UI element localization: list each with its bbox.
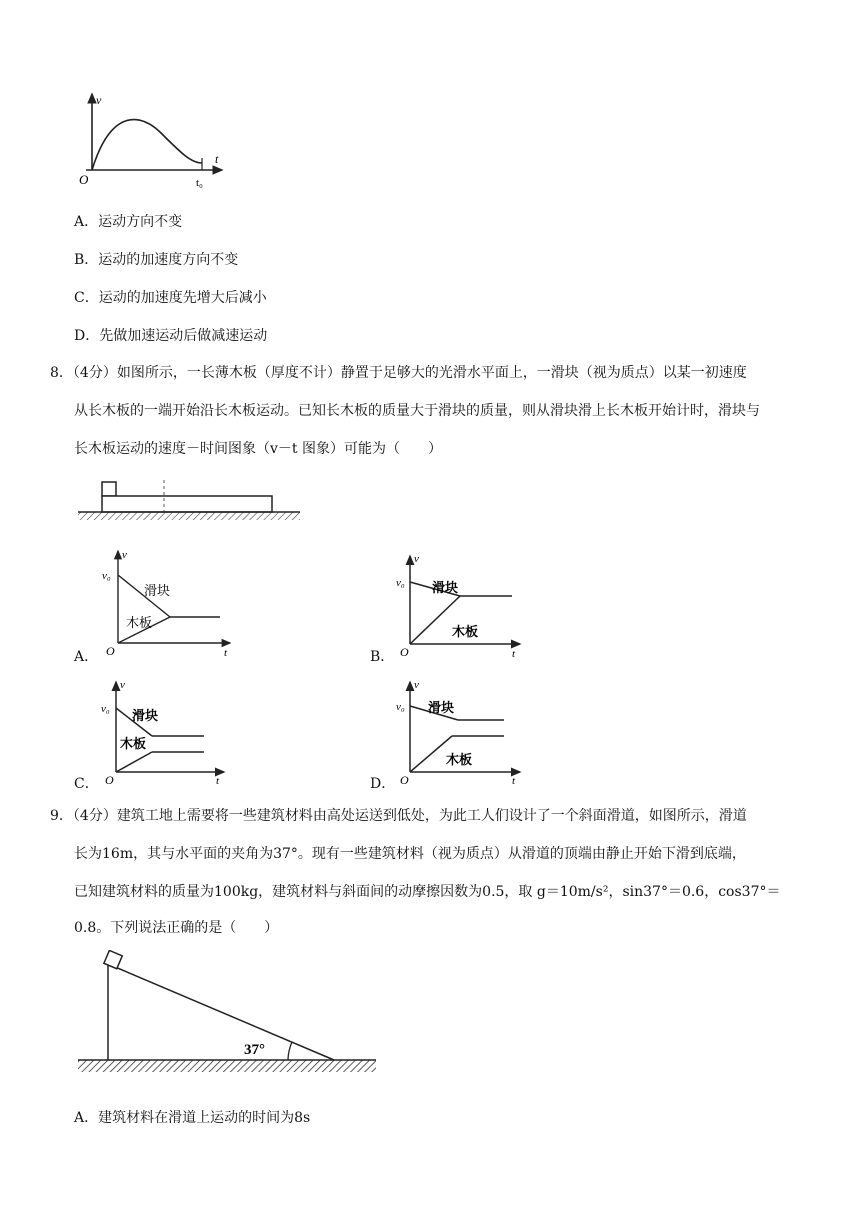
graph-d-slider-label: 滑块	[428, 700, 455, 715]
q8-graph-c	[100, 676, 230, 790]
graph-a-v-label: v	[122, 549, 127, 561]
graph-a-t-label: t	[224, 647, 228, 659]
graph-b-origin: O	[400, 645, 409, 659]
q8-graph-b-letter: B．	[370, 649, 395, 665]
origin-label: O	[79, 172, 89, 187]
graph-b-t-label: t	[512, 648, 516, 660]
graph-c-t-label: t	[216, 775, 220, 787]
q8-line-1: 8．（4分）如图所示，一长薄木板（厚度不计）静置于足够大的光滑水平面上，一滑块（视为质点）以某一初速度	[50, 365, 747, 381]
graph-c-v0-label: v₀	[101, 703, 110, 715]
graph-b-board-label: 木板	[452, 624, 479, 639]
q9-slope-figure	[76, 950, 378, 1078]
q7-option-a: A．运动方向不变	[74, 214, 183, 230]
graph-c-v-label: v	[120, 679, 125, 691]
q8-graph-a-letter: A．	[74, 649, 99, 665]
graph-d-t-label: t	[512, 775, 516, 787]
q8-line-2: 从长木板的一端开始沿长木板运动。已知长木板的质量大于滑块的质量，则从滑块滑上长木板开始计时，滑块与	[74, 403, 760, 419]
graph-b-slider-label: 滑块	[432, 580, 459, 595]
graph-b-v-label: v	[414, 553, 419, 565]
graph-d-v0-label: v₀	[396, 701, 405, 713]
q9-line-2: 长为16m，其与水平面的夹角为37°。现有一些建筑材料（视为质点）从滑道的顶端由静止开始下滑到底端，	[74, 846, 746, 862]
graph-b-v0-label: v₀	[396, 577, 405, 589]
q8-graph-a	[100, 545, 240, 665]
graph-a-v0-label: v₀	[102, 570, 111, 582]
t-axis-label: t	[215, 152, 219, 166]
graph-a-origin: O	[106, 644, 115, 658]
q9-line-4: 0.8。下列说法正确的是（ ）	[74, 920, 279, 936]
q9-line-3: 已知建筑材料的质量为100kg，建筑材料与斜面间的动摩擦因数为0.5，取 g＝10m/s²，sin37°＝0.6，cos37°＝	[74, 884, 781, 900]
graph-c-slider-label: 滑块	[132, 708, 159, 723]
graph-c-board-label: 木板	[120, 736, 147, 751]
q8-board-figure	[76, 474, 302, 530]
q8-graph-b	[396, 550, 526, 664]
q7-option-b: B．运动的加速度方向不变	[74, 252, 239, 268]
q8-graph-c-letter: C．	[74, 776, 99, 792]
angle-label: 37°	[244, 1042, 265, 1058]
q7-vt-graph	[76, 88, 236, 198]
graph-d-v-label: v	[414, 679, 419, 691]
q9-line-1: 9．（4分）建筑工地上需要将一些建筑材料由高处运送到低处，为此工人们设计了一个斜面滑道，如图所示，滑道	[50, 808, 747, 824]
v-axis-label: v	[96, 93, 102, 107]
q9-option-a: A．建筑材料在滑道上运动的时间为8s	[74, 1110, 311, 1126]
graph-a-slider-label: 滑块	[144, 583, 171, 598]
graph-d-board-label: 木板	[446, 752, 473, 767]
q8-line-3: 长木板运动的速度－时间图象（v－t 图象）可能为（ ）	[74, 441, 442, 457]
q8-graph-d-letter: D．	[370, 776, 396, 792]
graph-d-origin: O	[400, 773, 409, 787]
q7-option-d: D．先做加速运动后做减速运动	[74, 328, 268, 344]
t0-label: t₀	[196, 177, 203, 189]
q7-option-c: C．运动的加速度先增大后减小	[74, 290, 267, 306]
graph-a-board-label: 木板	[126, 615, 153, 630]
q8-graph-d	[396, 676, 526, 790]
graph-c-origin: O	[105, 773, 114, 787]
